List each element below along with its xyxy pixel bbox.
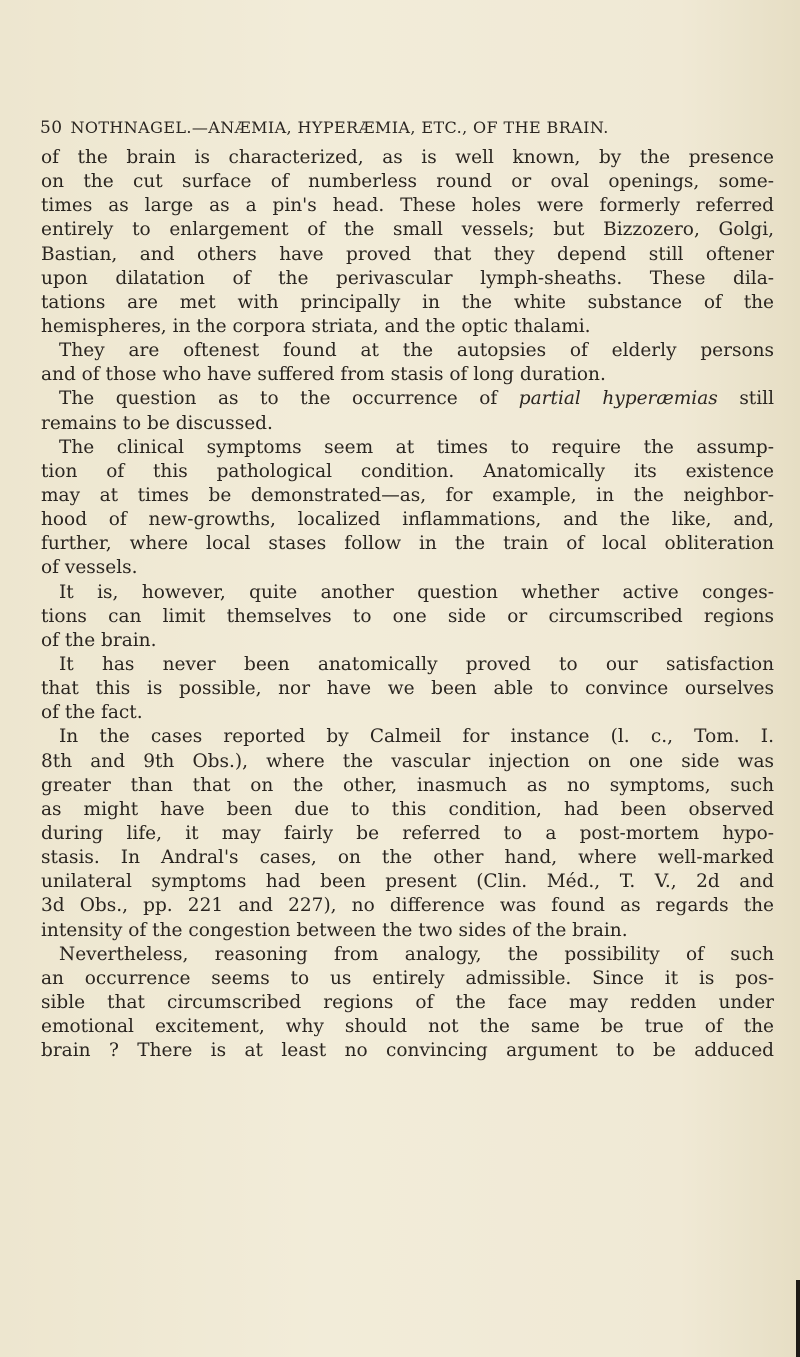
running-head: [40, 118, 770, 138]
text-line: stasis. In Andral's cases, on the other hand, where well-marked: [41, 847, 774, 869]
text-line: greater than that on the other, inasmuch as no symptoms, such: [41, 774, 774, 796]
text-line: The clinical symptoms seem at times to require the assump-: [59, 436, 774, 458]
text-line: of the brain.: [41, 629, 157, 651]
text-line: Bastian, and others have proved that they depend still oftener: [41, 243, 774, 265]
text-line: upon dilatation of the perivascular lymph-sheaths. These dila-: [41, 267, 774, 289]
text-line: tions can limit themselves to one side or circumscribed regions: [41, 605, 774, 627]
text-line: of the brain is characterized, as is well known, by the presence: [41, 147, 774, 168]
text-line-end: still: [717, 388, 774, 410]
text-line: 3d Obs., pp. 221 and 227), no difference was found as regards the: [41, 895, 774, 917]
page-edge-shadow: [796, 1280, 800, 1357]
text-line: may at times be demonstrated—as, for example, in the neighbor-: [41, 484, 774, 506]
text-line: 8th and 9th Obs.), where the vascular injection on one side was: [41, 750, 774, 772]
text-line-with-italic: [41, 387, 774, 411]
text-line: as might have been due to this condition, had been observed: [41, 798, 774, 820]
text-line: tion of this pathological condition. Anatomically its existence: [41, 460, 774, 482]
text-line: that this is possible, nor have we been able to convince ourselves: [41, 678, 774, 700]
text-line: remains to be discussed.: [41, 412, 273, 434]
text-line: hood of new-growths, localized inflammations, and the like, and,: [41, 509, 774, 531]
text-line: of vessels.: [41, 557, 138, 579]
text-line: entirely to enlargement of the small vessels; but Bizzozero, Golgi,: [41, 219, 774, 241]
text-line: sible that circumscribed regions of the face may redden under: [41, 991, 774, 1013]
text-line: They are oftenest found at the autopsies of elderly persons: [59, 340, 774, 362]
text-line-start: The question as to the occurrence of: [59, 388, 519, 410]
text-line: emotional excitement, why should not the same be true of the: [41, 1016, 774, 1038]
running-title: NOTHNAGEL.—ANÆMIA, HYPERÆMIA, ETC., OF THE BRAIN.: [70, 118, 609, 137]
text-line: In the cases reported by Calmeil for instance (l. c., Tom. I.: [59, 726, 774, 748]
body-text: [41, 146, 774, 1063]
page-number: 50: [40, 118, 63, 138]
text-line: times as large as a pin's head. These holes were formerly referred: [41, 195, 774, 217]
text-line: Nevertheless, reasoning from analogy, the possibility of such: [59, 943, 774, 965]
text-line: It is, however, quite another question whether active conges-: [59, 581, 774, 603]
text-line: tations are met with principally in the white substance of the: [41, 291, 774, 313]
text-line: of the fact.: [41, 702, 143, 724]
italic-term: partial hyperæmias: [518, 388, 718, 410]
text-line: intensity of the congestion between the two sides of the brain.: [41, 919, 628, 941]
text-line: during life, it may fairly be referred to a post-mortem hypo-: [41, 822, 774, 844]
text-line: unilateral symptoms had been present (Clin. Méd., T. V., 2d and: [41, 871, 774, 893]
text-line: an occurrence seems to us entirely admissible. Since it is pos-: [41, 967, 774, 989]
text-line: and of those who have suffered from stasis of long duration.: [41, 364, 606, 386]
text-line: It has never been anatomically proved to our satisfaction: [59, 653, 774, 675]
text-line: further, where local stases follow in the train of local obliteration: [41, 533, 774, 555]
text-line: on the cut surface of numberless round or oval openings, some-: [41, 171, 774, 193]
text-line: brain ? There is at least no convincing argument to be adduced: [41, 1040, 774, 1062]
text-line: hemispheres, in the corpora striata, and the optic thalami.: [41, 315, 591, 337]
